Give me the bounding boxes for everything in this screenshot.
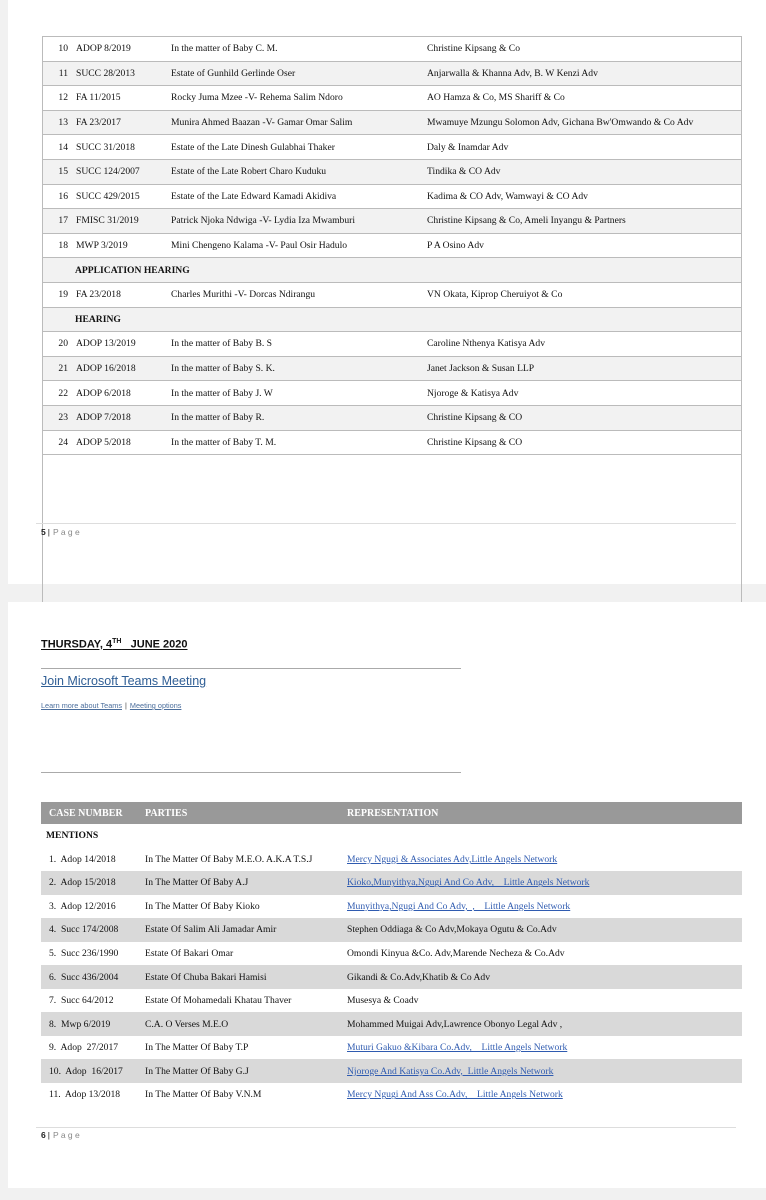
representation: Christine Kipsang & CO [427, 430, 742, 455]
representation-link[interactable]: Kioko,Munyithya,Ngugi And Co Adv, Little Angels Network [347, 877, 590, 889]
case-cell [41, 1059, 145, 1083]
case-number: Succ 174/2008 [61, 924, 119, 936]
representation: Daly & Inamdar Adv [427, 135, 742, 160]
representation: Caroline Nthenya Katisya Adv [427, 332, 742, 357]
representation-cell [347, 965, 742, 989]
table-row [43, 209, 742, 234]
row-number: 13 [43, 110, 74, 135]
cause-list-table-page5 [42, 36, 742, 616]
row-number: 5. [49, 948, 57, 959]
table-row [43, 135, 742, 160]
table-row [41, 871, 742, 895]
parties: In The Matter Of Baby V.N.M [145, 1089, 262, 1101]
case-number: FMISC 31/2019 [73, 209, 171, 234]
parties: Estate of Gunhild Gerlinde Oser [171, 61, 427, 86]
representation-cell [347, 942, 742, 966]
row-number: 1. [49, 853, 57, 865]
table-row [43, 110, 742, 135]
row-number: 10 [43, 37, 74, 62]
parties: C.A. O Verses M.E.O [145, 1012, 347, 1036]
parties: In the matter of Baby C. M. [171, 37, 427, 62]
table-row [43, 184, 742, 209]
parties: In the matter of Baby S. K. [171, 356, 427, 381]
footer-divider [36, 1127, 736, 1128]
table-row [43, 159, 742, 184]
section-label: APPLICATION HEARING [43, 258, 742, 283]
table-row [41, 942, 742, 966]
row-number: 9. [49, 1042, 57, 1054]
case-cell [41, 989, 145, 1013]
table-row [43, 282, 742, 307]
case-cell [41, 942, 145, 966]
page-number: 5 [41, 527, 46, 537]
representation-cell [347, 1059, 742, 1083]
learn-more-teams-link[interactable]: Learn more about Teams [41, 701, 122, 710]
representation: Omondi Kinyua &Co. Adv,Marende Necheza & Co.Adv [347, 948, 565, 959]
row-number: 14 [43, 135, 74, 160]
meeting-options-link[interactable]: Meeting options [129, 701, 182, 710]
parties: Rocky Juma Mzee -V- Rehema Salim Ndoro [171, 86, 427, 111]
page-number-footer: 5 | P a g e [41, 527, 80, 537]
section-row [43, 258, 742, 283]
case-cell [41, 1036, 145, 1060]
case-number: SUCC 28/2013 [73, 61, 171, 86]
table-row [43, 332, 742, 357]
case-number: Mwp 6/2019 [61, 1018, 111, 1030]
section-label: MENTIONS [46, 830, 99, 842]
row-number: 4. [49, 924, 57, 936]
parties: Charles Murithi -V- Dorcas Ndirangu [171, 282, 427, 307]
table-row [43, 430, 742, 455]
row-number: 12 [43, 86, 74, 111]
cause-list-table-page6 [41, 802, 742, 1107]
case-cell [41, 1083, 145, 1107]
parties: Estate of the Late Dinesh Gulabhai Thaker [171, 135, 427, 160]
page-number: 6 [41, 1130, 46, 1140]
teams-links: Learn more about Teams | Meeting options [41, 701, 182, 710]
representation: Christine Kipsang & Co, Ameli Inyangu & Partners [427, 209, 742, 234]
row-number: 16 [43, 184, 74, 209]
parties: Munira Ahmed Baazan -V- Gamar Omar Salim [171, 110, 427, 135]
case-number: ADOP 8/2019 [73, 37, 171, 62]
representation: P A Osino Adv [427, 233, 742, 258]
parties: Estate Of Salim Ali Jamadar Amir [145, 918, 347, 942]
case-number: ADOP 13/2019 [73, 332, 171, 357]
case-cell [41, 895, 145, 919]
parties: Estate Of Mohamedali Khatau Thaver [145, 995, 292, 1007]
case-cell [41, 848, 145, 872]
row-number: 6. [49, 971, 57, 983]
divider [41, 772, 461, 773]
representation-cell [347, 1083, 742, 1107]
representation-cell [347, 918, 742, 942]
row-number: 7. [49, 995, 57, 1007]
table-row [43, 86, 742, 111]
empty-row [43, 455, 742, 616]
representation-cell [347, 871, 742, 895]
table-row [43, 356, 742, 381]
representation: AO Hamza & Co, MS Shariff & Co [427, 86, 742, 111]
representation: Christine Kipsang & CO [427, 405, 742, 430]
case-number: ADOP 16/2018 [73, 356, 171, 381]
page-word: P a g e [52, 1130, 80, 1140]
case-number: ADOP 5/2018 [73, 430, 171, 455]
parties: In The Matter Of Baby G.J [145, 1059, 347, 1083]
case-number: Adop 13/2018 [64, 1089, 121, 1101]
table-row [41, 1012, 742, 1036]
parties: Estate Of Chuba Bakari Hamisi [145, 965, 347, 989]
representation-cell [347, 848, 742, 872]
table-row [41, 1036, 742, 1060]
representation: Njoroge & Katisya Adv [427, 381, 742, 406]
representation: Mohammed Muigai Adv,Lawrence Obonyo Legal Adv , [347, 1018, 563, 1030]
representation-link[interactable]: Njoroge And Katisya Co.Adv, Little Angels Network [347, 1065, 554, 1077]
parties: In The Matter Of Baby T.P [145, 1042, 249, 1054]
representation-cell [347, 895, 742, 919]
header-parties: PARTIES [145, 802, 347, 824]
case-number: MWP 3/2019 [73, 233, 171, 258]
section-label: HEARING [43, 307, 742, 332]
case-number: Succ 436/2004 [61, 971, 119, 983]
case-cell [41, 965, 145, 989]
join-teams-meeting-link[interactable]: Join Microsoft Teams Meeting [41, 674, 207, 688]
row-number: 11. [49, 1089, 61, 1101]
case-number: Succ 64/2012 [61, 995, 114, 1007]
row-number: 22 [43, 381, 74, 406]
row-number: 24 [43, 430, 74, 455]
table-row [43, 37, 742, 62]
table-header-row [41, 802, 742, 824]
representation: Janet Jackson & Susan LLP [427, 356, 742, 381]
table-row [41, 1059, 742, 1083]
row-number: 18 [43, 233, 74, 258]
parties: Estate of the Late Edward Kamadi Akidiva [171, 184, 427, 209]
case-number: SUCC 124/2007 [73, 159, 171, 184]
row-number: 19 [43, 282, 74, 307]
table-row [43, 381, 742, 406]
row-number: 3. [49, 900, 57, 912]
representation: Gikandi & Co.Adv,Khatib & Co Adv [347, 971, 491, 983]
header-case-number: CASE NUMBER [41, 802, 145, 824]
parties: In the matter of Baby B. S [171, 332, 427, 357]
case-number: SUCC 429/2015 [73, 184, 171, 209]
parties: Patrick Njoka Ndwiga -V- Lydia Iza Mwamburi [171, 209, 427, 234]
representation: Christine Kipsang & Co [427, 37, 742, 62]
representation: Anjarwalla & Khanna Adv, B. W Kenzi Adv [427, 61, 742, 86]
representation-link[interactable]: Mercy Ngugi And Ass Co.Adv, Little Angels Network [347, 1089, 563, 1101]
case-number: FA 23/2018 [73, 282, 171, 307]
empty-cell [43, 455, 742, 616]
case-number: Adop 12/2016 [60, 900, 116, 912]
representation: Mwamuye Mzungu Solomon Adv, Gichana Bw'Omwando & Co Adv [427, 110, 742, 135]
representation-link[interactable]: Mercy Ngugi & Associates Adv,Little Angels Network [347, 853, 558, 865]
row-number: 23 [43, 405, 74, 430]
parties: In the matter of Baby R. [171, 405, 427, 430]
page-6 [8, 602, 766, 1188]
parties: Mini Chengeno Kalama -V- Paul Osir Hadulo [171, 233, 427, 258]
representation: Stephen Oddiaga & Co Adv,Mokaya Ogutu & Co.Adv [347, 924, 557, 936]
section-row [43, 307, 742, 332]
case-number: Adop 14/2018 [60, 853, 116, 865]
representation-link[interactable]: Muturi Gakuo &Kibara Co.Adv, Little Angels Network [347, 1042, 568, 1054]
row-number: 11 [43, 61, 74, 86]
parties: In the matter of Baby J. W [171, 381, 427, 406]
row-number: 2. [49, 877, 57, 889]
divider [41, 668, 461, 669]
parties: In the matter of Baby T. M. [171, 430, 427, 455]
header-representation: REPRESENTATION [347, 802, 742, 824]
case-cell [41, 871, 145, 895]
case-number: FA 11/2015 [73, 86, 171, 111]
page-5 [8, 0, 766, 584]
case-number: ADOP 6/2018 [73, 381, 171, 406]
representation: Kadima & CO Adv, Wamwayi & CO Adv [427, 184, 742, 209]
table-row [41, 848, 742, 872]
row-number: 8. [49, 1018, 57, 1030]
case-number: FA 23/2017 [73, 110, 171, 135]
representation-cell [347, 989, 742, 1013]
row-number: 17 [43, 209, 74, 234]
footer-divider [36, 523, 736, 524]
table-row [41, 989, 742, 1013]
case-cell [41, 918, 145, 942]
representation: Musesya & Coadv [347, 995, 419, 1007]
representation-cell [347, 1012, 742, 1036]
table-row [41, 895, 742, 919]
page-number-footer: 6 | P a g e [41, 1130, 80, 1140]
table-row [41, 965, 742, 989]
section-row [41, 824, 742, 848]
page-word: P a g e [52, 527, 80, 537]
table-row [43, 405, 742, 430]
parties: Estate of the Late Robert Charo Kuduku [171, 159, 427, 184]
table-row [43, 61, 742, 86]
parties: In The Matter Of Baby A.J [145, 871, 347, 895]
row-number: 21 [43, 356, 74, 381]
case-number: SUCC 31/2018 [73, 135, 171, 160]
table-row [41, 1083, 742, 1107]
representation: VN Okata, Kiprop Cheruiyot & Co [427, 282, 742, 307]
case-number: Adop 16/2017 [65, 1065, 123, 1077]
case-cell [41, 1012, 145, 1036]
parties: In The Matter Of Baby Kioko [145, 900, 260, 912]
row-number: 15 [43, 159, 74, 184]
case-number: ADOP 7/2018 [73, 405, 171, 430]
representation: Tindika & CO Adv [427, 159, 742, 184]
representation-cell [347, 1036, 742, 1060]
table-row [43, 233, 742, 258]
row-number: 10. [49, 1065, 61, 1077]
case-number: Adop 27/2017 [60, 1042, 119, 1054]
representation-link[interactable]: Munyithya,Ngugi And Co Adv, , Little Angels Network [347, 900, 571, 912]
row-number: 20 [43, 332, 74, 357]
table-row [41, 918, 742, 942]
case-number: Succ 236/1990 [61, 948, 119, 959]
case-number: Adop 15/2018 [60, 877, 116, 889]
parties: Estate Of Bakari Omar [145, 948, 234, 959]
parties: In The Matter Of Baby M.E.O. A.K.A T.S.J [145, 853, 313, 865]
hearing-date-heading: THURSDAY, 4TH JUNE 2020 [41, 638, 188, 651]
